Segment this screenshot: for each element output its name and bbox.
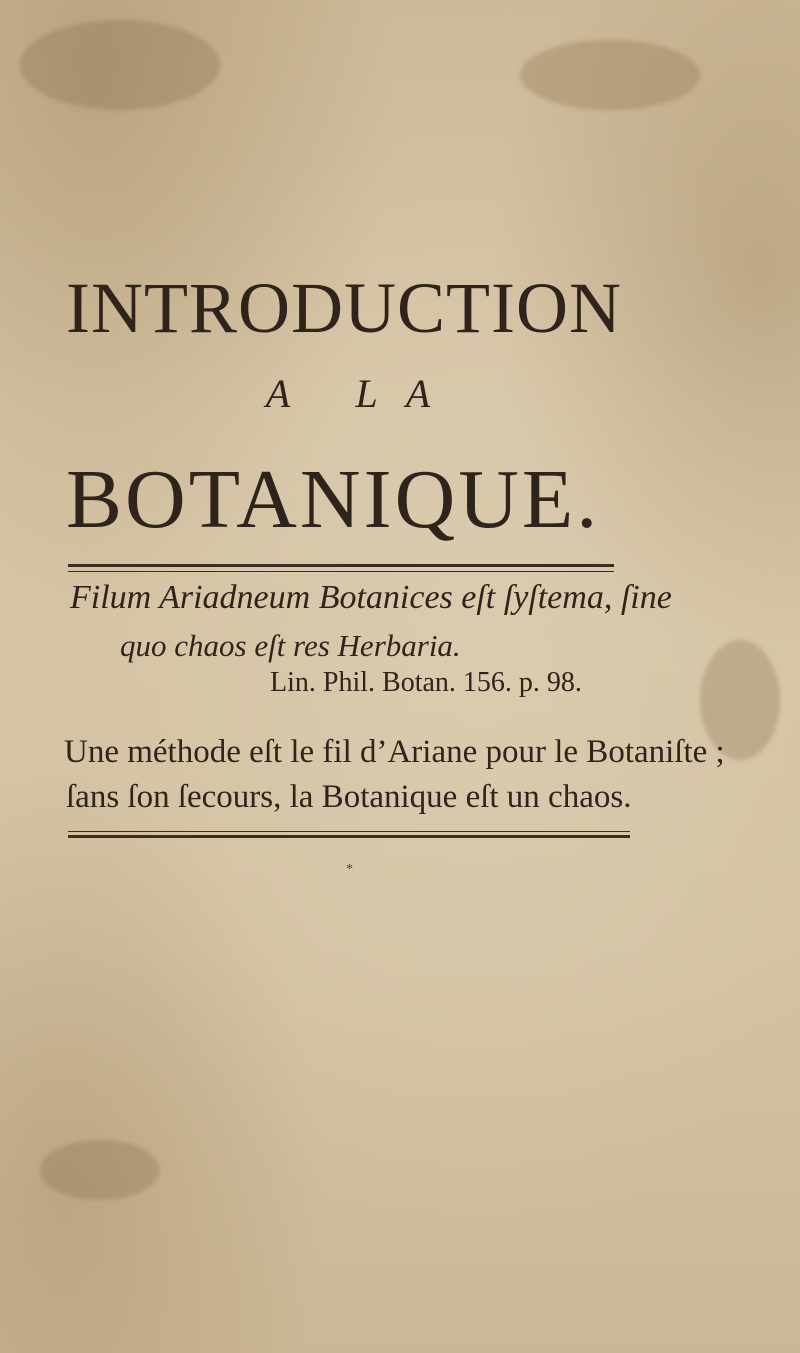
paper-stain [520,40,700,110]
epigraph-line-1: Filum Ariadneum Botanices eſt ſyſtema, ſine [70,579,672,616]
title-rule-thick [68,564,614,567]
epigraph-citation: Lin. Phil. Botan. 156. p. 98. [270,667,582,698]
title-rule-thin [68,571,614,572]
paper-stain [20,20,220,110]
bottom-rule-thin [68,831,630,832]
epigraph-line-2: quo chaos eſt res Herbaria. [120,628,461,663]
ornament-mark: * [346,862,353,877]
paper-stain [40,1140,160,1200]
title-introduction: INTRODUCTION [66,268,622,348]
title-a-la: A LA [265,371,459,416]
translation-line-2: ſans ſon ſecours, la Botanique eſt un chaos. [66,779,632,815]
bottom-rule-thick [68,835,630,838]
title-botanique: BOTANIQUE. [66,453,601,546]
translation-line-1: Une méthode eſt le fil d’Ariane pour le Botaniſte ; [64,734,725,770]
